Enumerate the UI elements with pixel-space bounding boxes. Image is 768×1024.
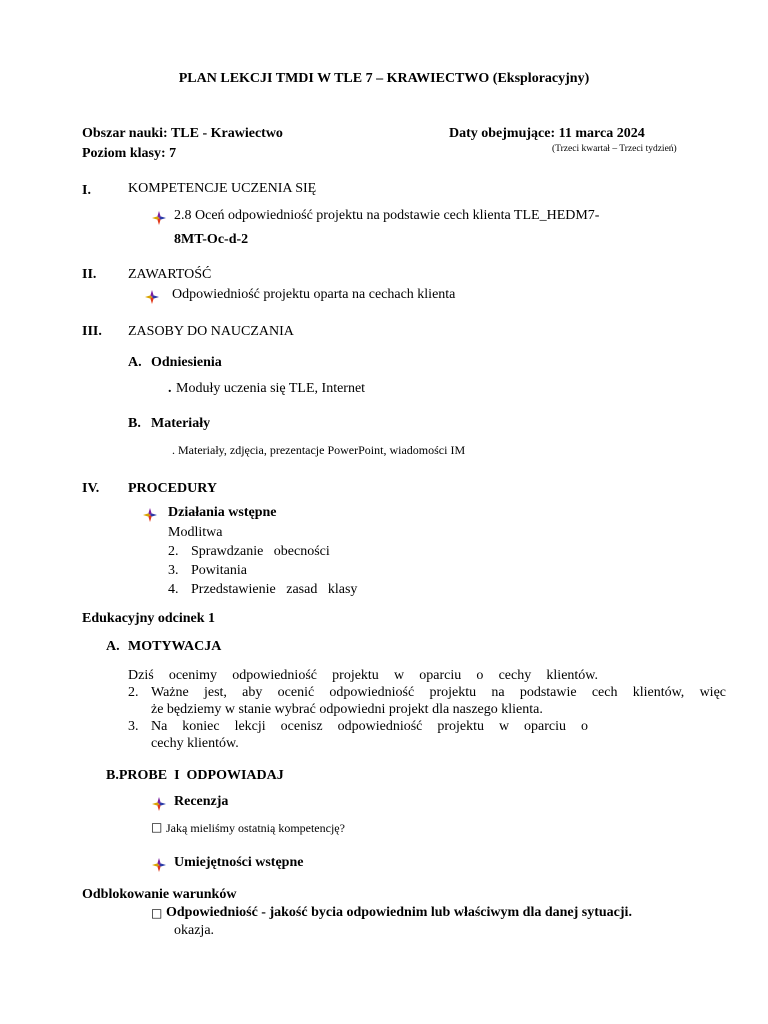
probe-respond-heading: B.PROBE I ODPOWIADAJ [106, 768, 284, 783]
references-dot: . [168, 381, 172, 396]
section-1-heading: KOMPETENCJE UCZENIA SIĘ [128, 181, 317, 196]
review-heading: Recenzja [174, 794, 229, 809]
section-4-heading: PROCEDURY [128, 481, 217, 496]
procedure-item: Powitania [191, 563, 247, 578]
motivation-item-2-line-2: że będziemy w stanie wybrać odpowiedni projekt dla naszego klienta. [151, 702, 543, 717]
procedure-item: Sprawdzanie obecności [191, 544, 330, 559]
procedure-num: 3. [168, 563, 179, 578]
star-bullet-icon [143, 508, 157, 522]
section-2-heading: ZAWARTOŚĆ [128, 267, 212, 282]
preliminary-activities-heading: Działania wstępne [168, 505, 277, 520]
section-3-numeral: III. [82, 324, 102, 339]
star-bullet-icon [152, 858, 166, 872]
subsection-a-label: A. [128, 355, 142, 370]
star-bullet-icon [152, 211, 166, 225]
procedure-num: 2. [168, 544, 179, 559]
entry-skills-heading: Umiejętności wstępne [174, 855, 304, 870]
content-item: Odpowiedniość projektu oparta na cechach klienta [172, 287, 456, 302]
quarter-note: (Trzeci kwartał – Trzeci tydzień) [552, 144, 677, 154]
motivation-label: A. [106, 639, 120, 654]
motivation-line-1: Dziś ocenimy odpowiedniość projektu w oparciu o cechy klientów. [128, 668, 598, 683]
definition-continued: okazja. [174, 923, 215, 938]
procedure-num: 4. [168, 582, 179, 597]
section-2-numeral: II. [82, 267, 97, 282]
motivation-num-3: 3. [128, 719, 139, 734]
learning-area: Obszar nauki: TLE - Krawiectwo [82, 126, 283, 141]
references-item: Moduły uczenia się TLE, Internet [176, 381, 366, 396]
subsection-b-label: B. [128, 416, 141, 431]
motivation-item-3-line-1: Na koniec lekcji ocenisz odpowiedniość projektu w oparciu o [151, 719, 588, 734]
competency-item: 2.8 Oceń odpowiedniość projektu na podstawie cech klienta TLE_HEDM7- [174, 208, 600, 223]
checkbox-glyph-icon: □ [151, 820, 163, 834]
definition-text: Odpowiedniość - jakość bycia odpowiednim lub właściwym dla danej sytuacji. [166, 905, 632, 920]
motivation-num-2: 2. [128, 685, 139, 700]
procedure-item: Przedstawienie zasad klasy [191, 582, 358, 597]
materials-heading: Materiały [151, 416, 211, 431]
document-title: PLAN LEKCJI TMDI W TLE 7 – KRAWIECTWO (Eksploracyjny) [178, 71, 590, 86]
references-heading: Odniesienia [151, 355, 222, 370]
section-3-heading: ZASOBY DO NAUCZANIA [128, 324, 294, 339]
episode-title: Edukacyjny odcinek 1 [82, 611, 216, 626]
motivation-heading: MOTYWACJA [128, 639, 222, 654]
section-4-numeral: IV. [82, 481, 100, 496]
checkbox-glyph-icon: □ [151, 906, 163, 920]
review-question: Jaką mieliśmy ostatnią kompetencję? [166, 821, 345, 835]
grade-level: Poziom klasy: 7 [82, 146, 177, 161]
materials-item: . Materiały, zdjęcia, prezentacje PowerPoint, wiadomości IM [172, 443, 466, 457]
motivation-item-2-line-1: Ważne jest, aby ocenić odpowiedniość projektu na podstawie cech klientów, więc [151, 685, 726, 700]
competency-code: 8MT-Oc-d-2 [174, 232, 249, 247]
star-bullet-icon [152, 797, 166, 811]
star-bullet-icon [145, 290, 159, 304]
motivation-item-3-line-2: cechy klientów. [151, 736, 239, 751]
prayer-item: Modlitwa [168, 525, 223, 540]
unlocking-difficulties-heading: Odblokowanie warunków [82, 887, 237, 902]
coverage-dates: Daty obejmujące: 11 marca 2024 [449, 126, 645, 141]
section-1-numeral: I. [82, 183, 91, 198]
